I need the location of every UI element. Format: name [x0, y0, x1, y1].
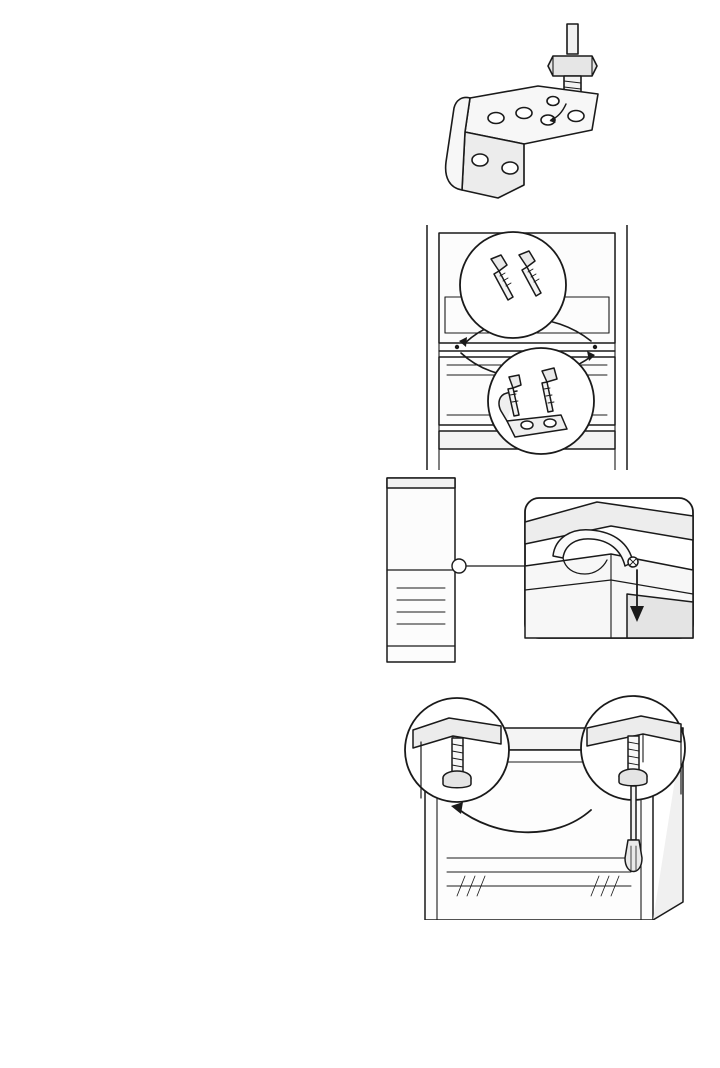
figure-handle-detail	[375, 470, 700, 675]
figure-hinge-bracket	[420, 20, 620, 200]
figure-door-screws	[395, 225, 665, 470]
figure-top-bolts	[395, 690, 700, 920]
